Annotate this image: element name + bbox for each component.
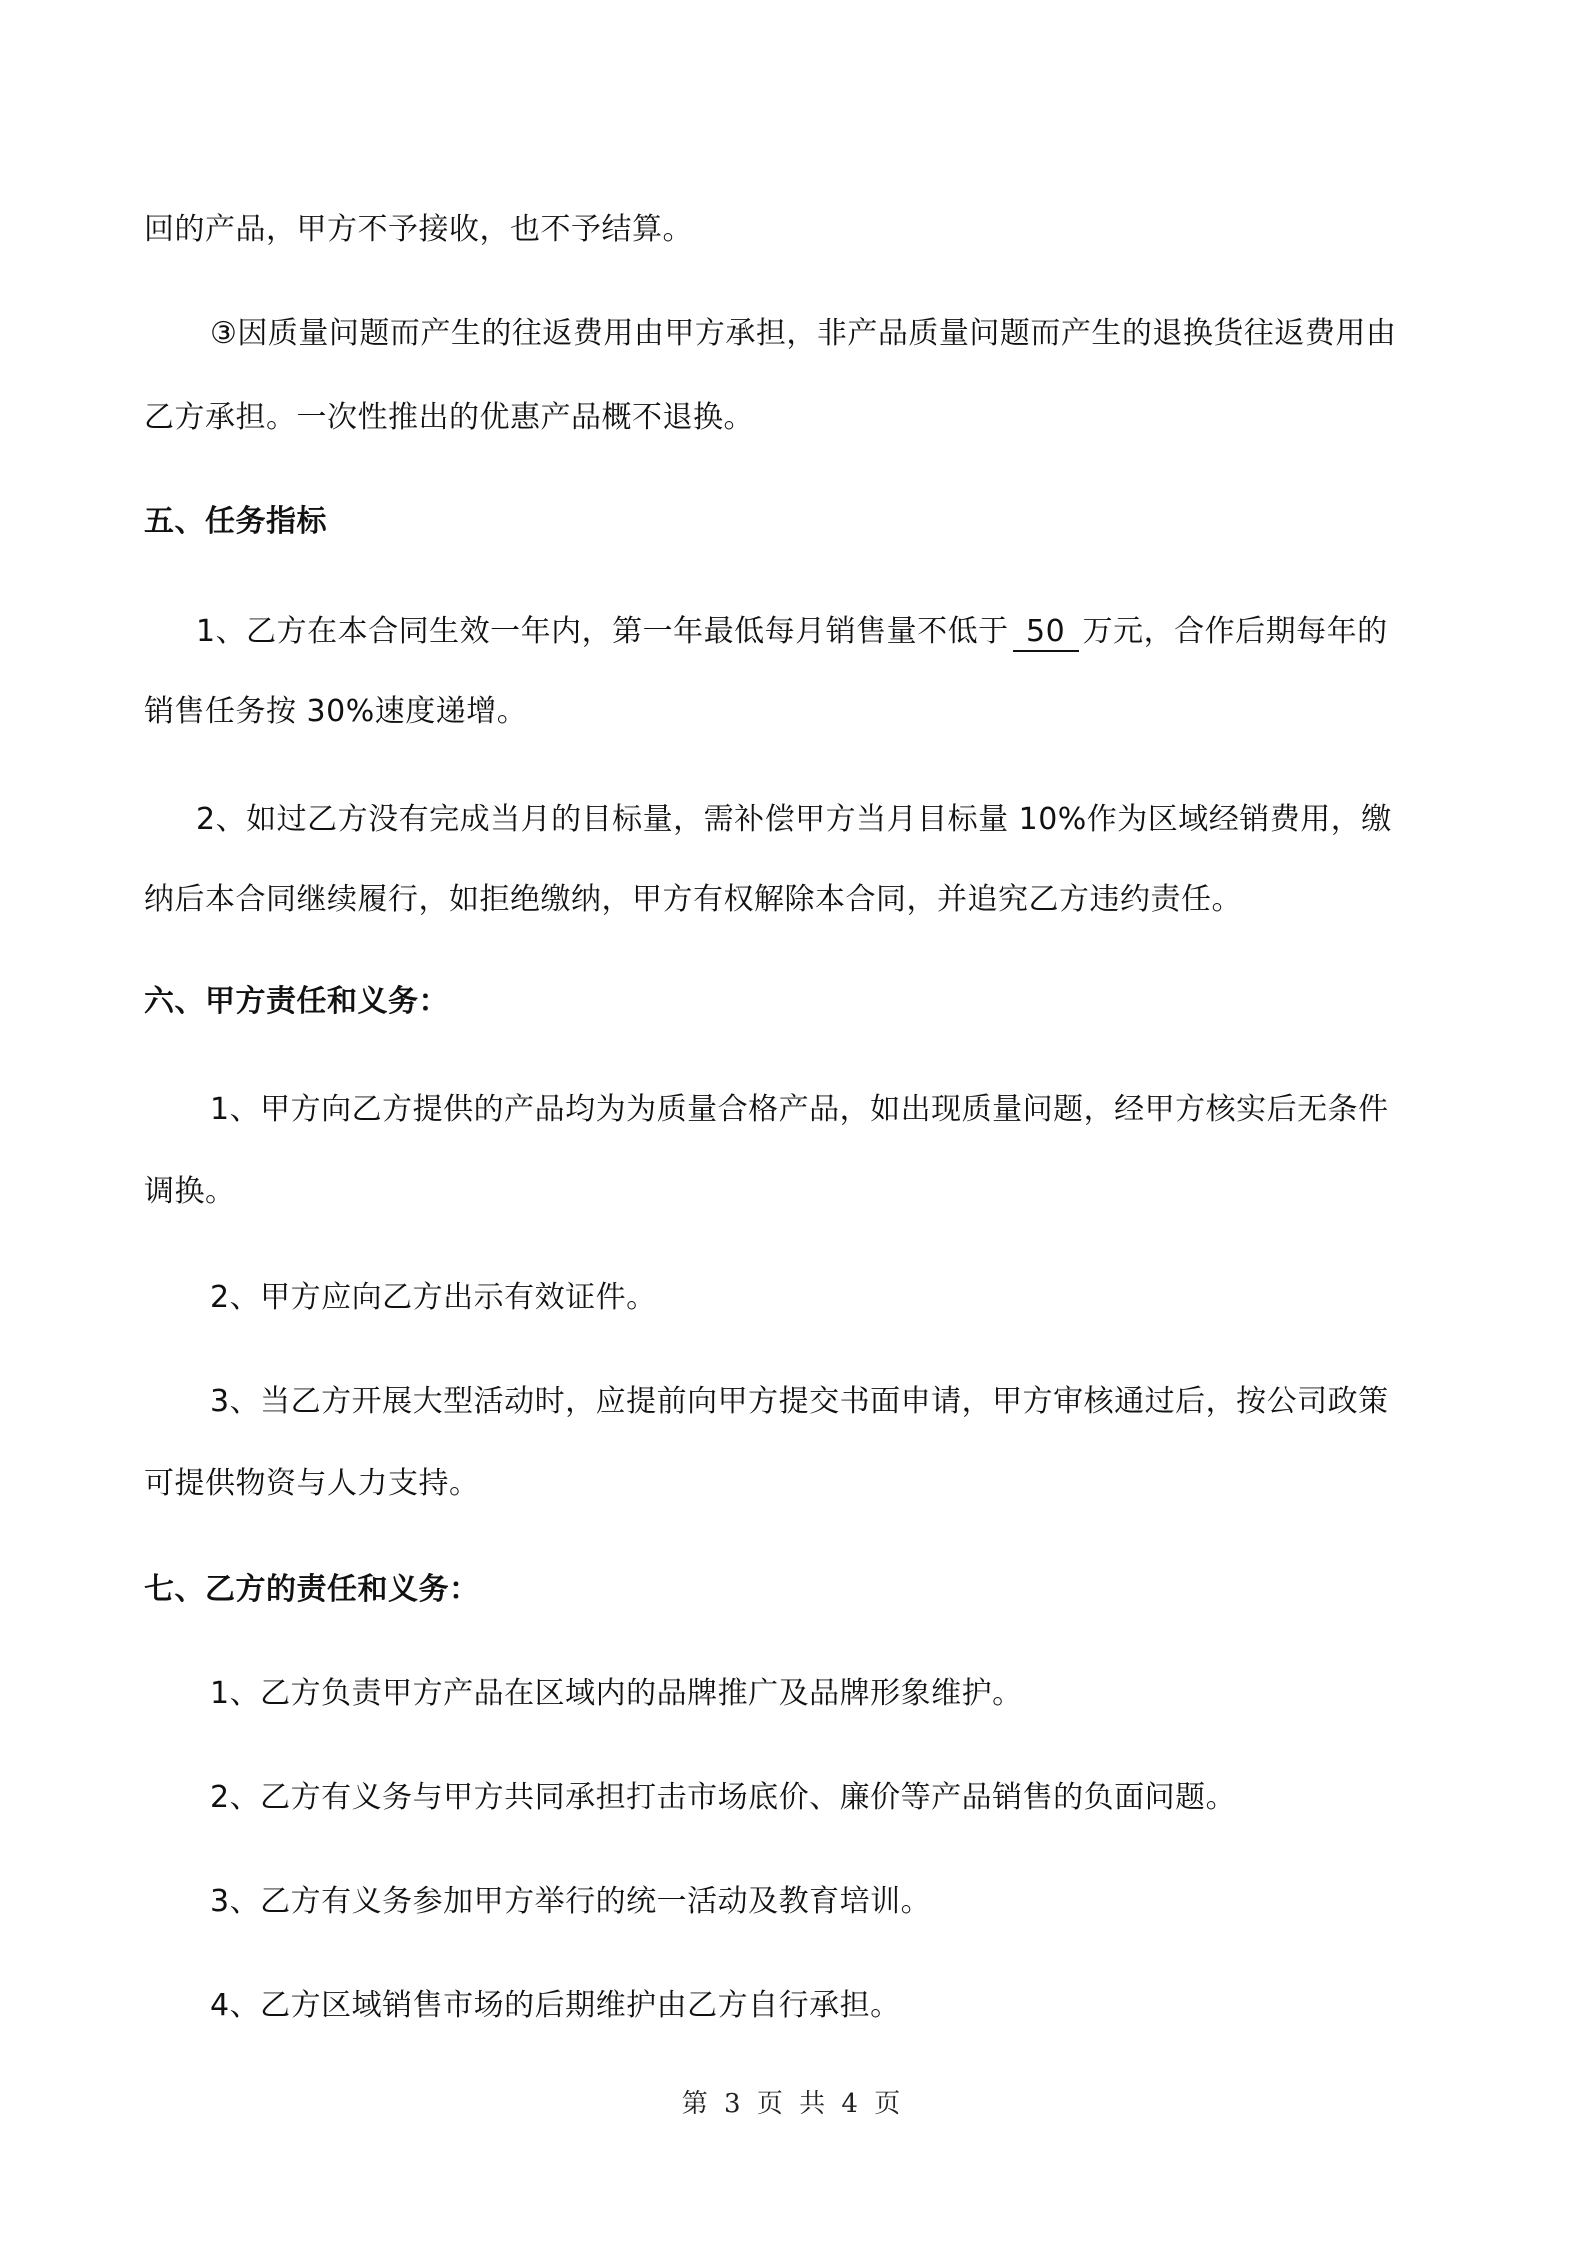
page-number-footer: 第 3 页 共 4 页 (681, 2089, 905, 2119)
paragraph-line: 可提供物资与人力支持。 (144, 1466, 480, 1501)
paragraph-line: 3、乙方有义务参加甲方举行的统一活动及教育培训。 (210, 1884, 932, 1919)
monthly-sales-target-value: 50 (1013, 614, 1079, 652)
paragraph-line: 销售任务按 30%速度递增。 (144, 694, 528, 729)
paragraph-text: 1、乙方在本合同生效一年内，第一年最低每月销售量不低于 (196, 614, 1009, 649)
paragraph-line: 4、乙方区域销售市场的后期维护由乙方自行承担。 (210, 1988, 901, 2023)
paragraph-line: 调换。 (144, 1174, 236, 1209)
paragraph-line: 2、乙方有义务与甲方共同承担打击市场底价、廉价等产品销售的负面问题。 (210, 1780, 1237, 1815)
paragraph-line (196, 610, 1496, 654)
paragraph-line: 2、如过乙方没有完成当月的目标量，需补偿甲方当月目标量 10%作为区域经销费用，缴 (196, 802, 1392, 837)
paragraph-line: 回的产品，甲方不予接收，也不予结算。 (144, 212, 693, 247)
paragraph-line: ③因质量问题而产生的往返费用由甲方承担，非产品质量问题而产生的退换货往返费用由 (210, 316, 1397, 351)
paragraph-line: 2、甲方应向乙方出示有效证件。 (210, 1280, 657, 1315)
paragraph-line: 1、乙方负责甲方产品在区域内的品牌推广及品牌形象维护。 (210, 1676, 1023, 1711)
paragraph-line: 纳后本合同继续履行，如拒绝缴纳，甲方有权解除本合同，并追究乙方违约责任。 (144, 882, 1242, 917)
section-heading-6: 六、甲方责任和义务： (144, 984, 449, 1019)
paragraph-text: 万元，合作后期每年的 (1082, 614, 1388, 649)
section-heading-5: 五、任务指标 (144, 504, 327, 539)
paragraph-line: 乙方承担。一次性推出的优惠产品概不退换。 (144, 400, 754, 435)
paragraph-line: 3、当乙方开展大型活动时，应提前向甲方提交书面申请，甲方审核通过后，按公司政策 (210, 1384, 1389, 1419)
paragraph-line: 1、甲方向乙方提供的产品均为为质量合格产品，如出现质量问题，经甲方核实后无条件 (210, 1092, 1389, 1127)
section-heading-7: 七、乙方的责任和义务： (144, 1572, 480, 1607)
